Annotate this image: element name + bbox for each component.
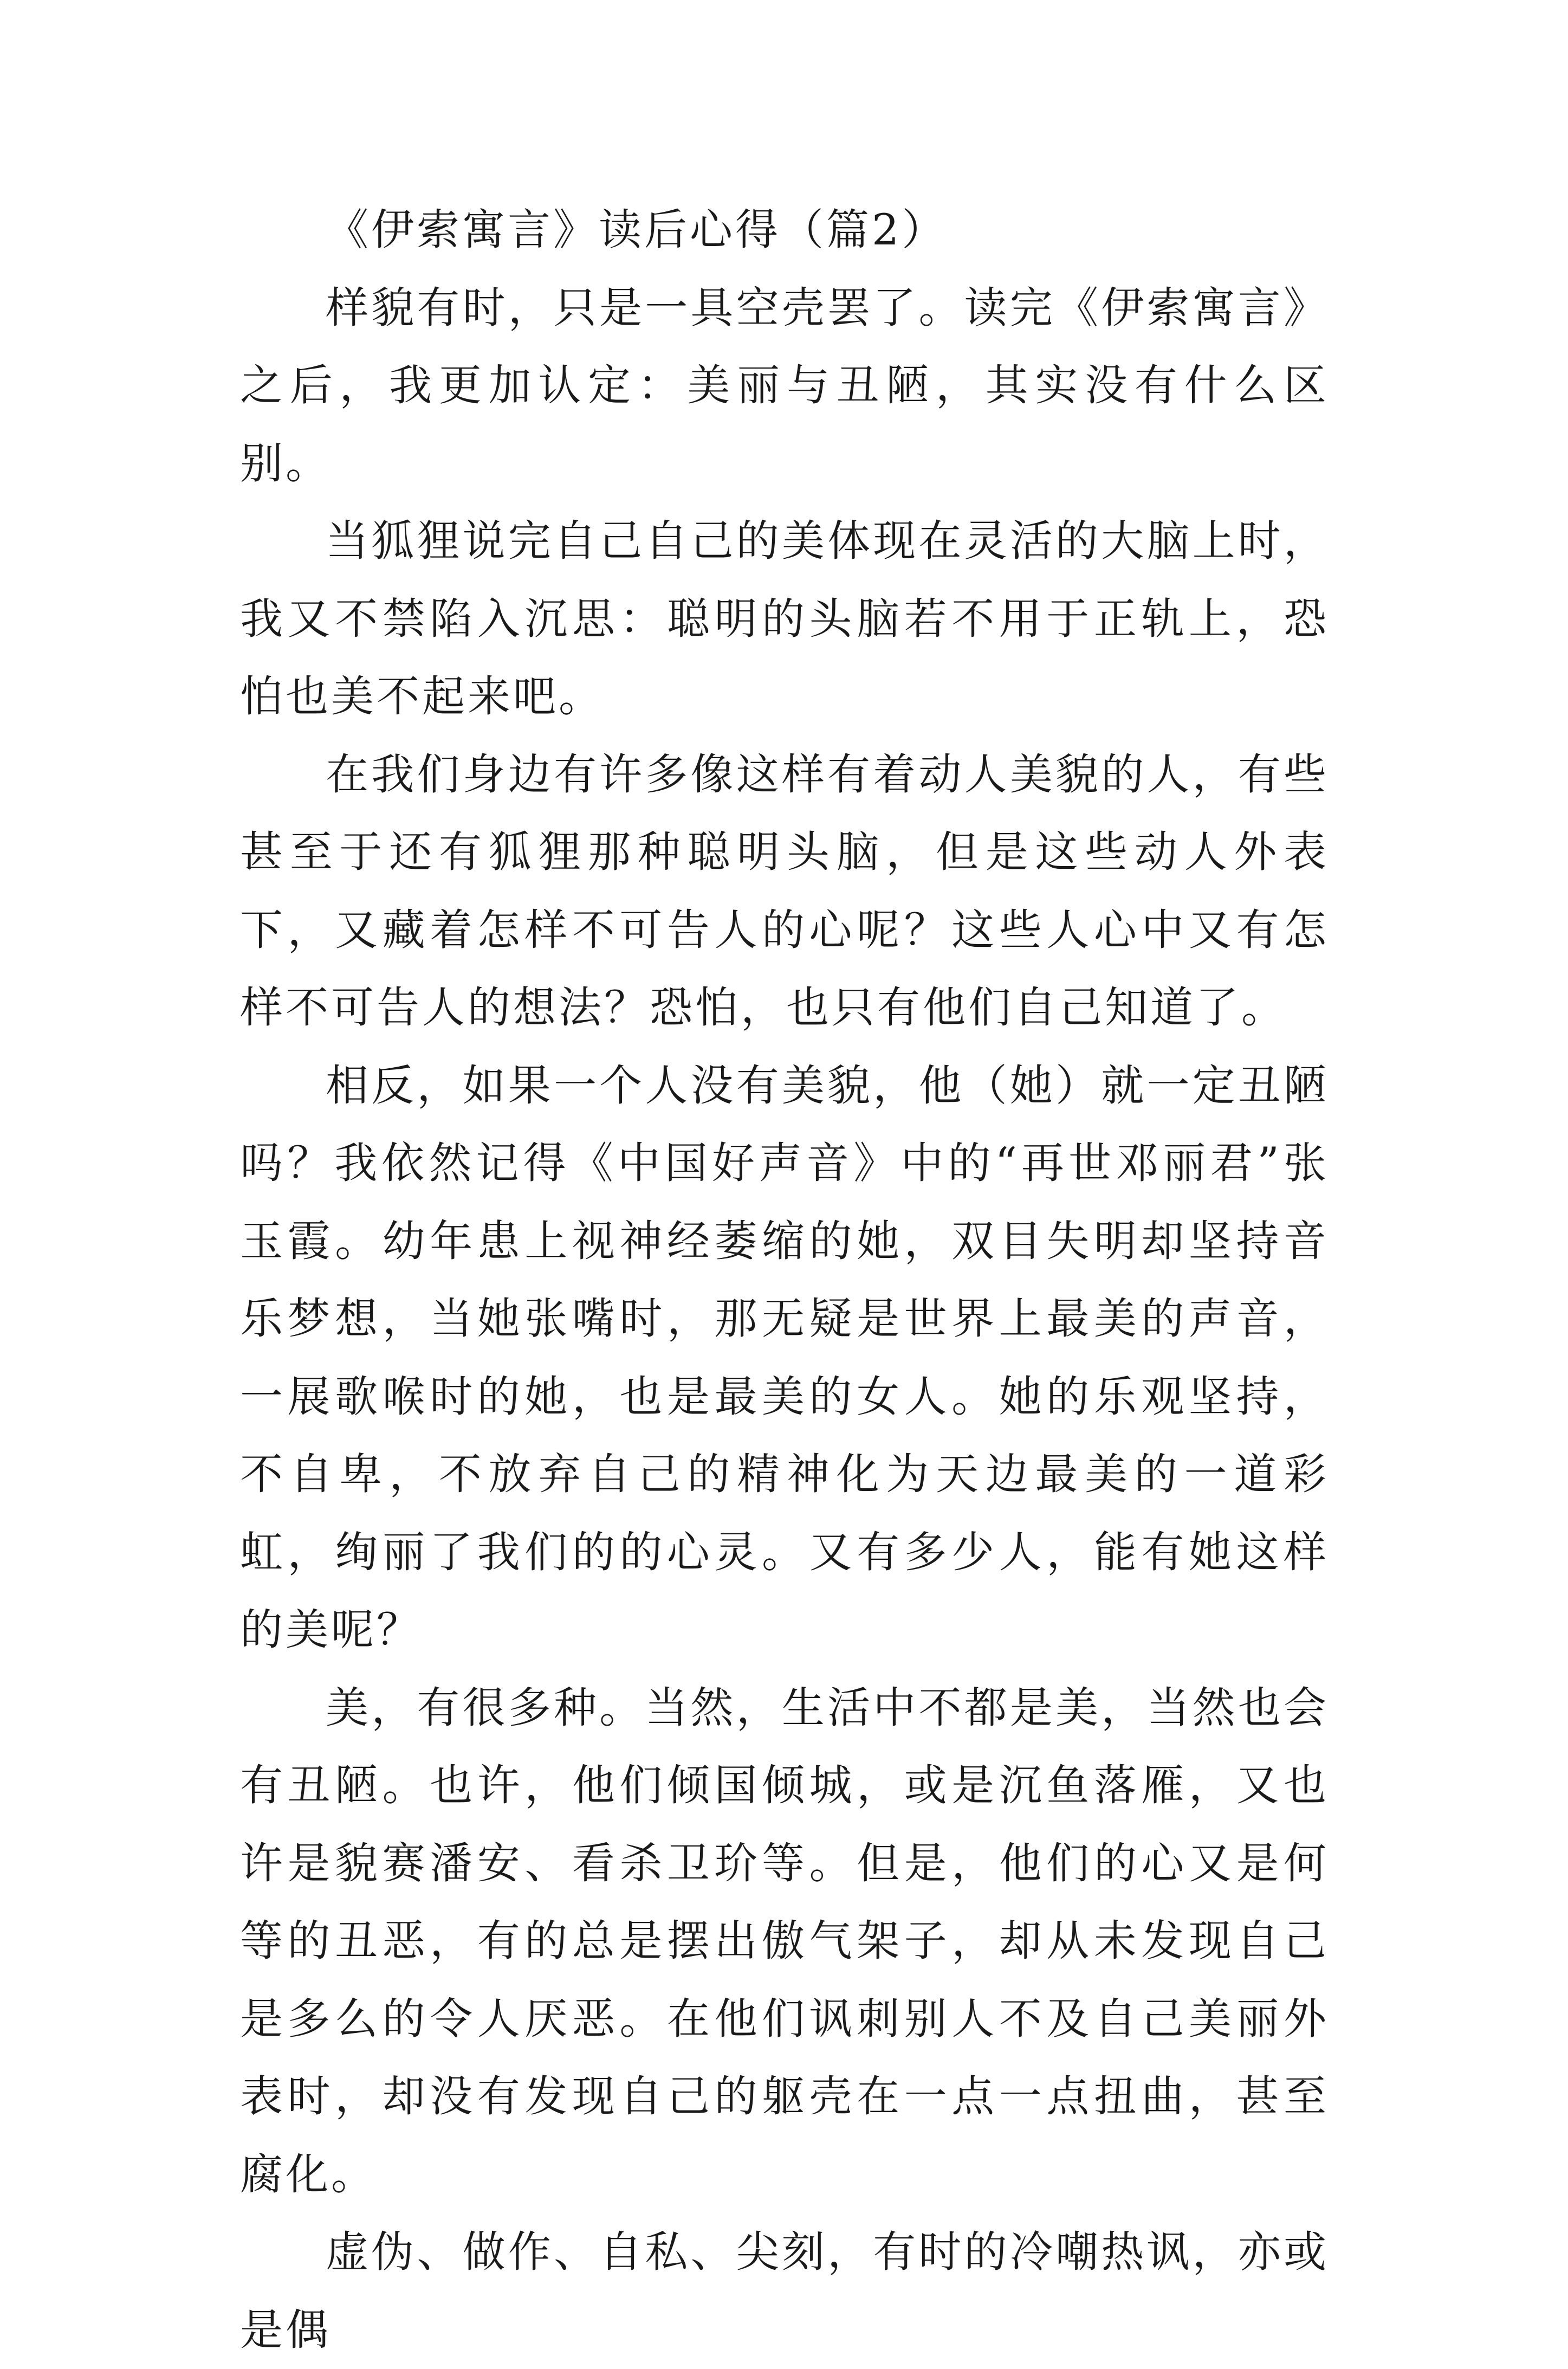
paragraph-6: 虚伪、做作、自私、尖刻，有时的冷嘲热讽，亦或是偶 bbox=[240, 2227, 1329, 2355]
document-body bbox=[240, 191, 1329, 2369]
paragraph-1: 样貌有时，只是一具空壳罢了。读完《伊索寓言》之后，我更加认定：美丽与丑陋，其实没有什么区别。 bbox=[240, 282, 1329, 488]
paragraph-5: 美，有很多种。当然，生活中不都是美，当然也会有丑陋。也许，他们倾国倾城，或是沉鱼落雁，又也许是貌赛潘安、看杀卫玠等。但是，他们的心又是何等的丑恶，有的总是摆出傲气架子，却从未发现自己是多么的令人厌恶。在他们讽刺别人不及自己美丽外表时，却没有发现自己的躯壳在一点一点扭曲，甚至腐化。 bbox=[240, 1682, 1329, 2199]
paragraph-3: 在我们身边有许多像这样有着动人美貌的人，有些甚至于还有狐狸那种聪明头脑，但是这些动人外表下，又藏着怎样不可告人的心呢？这些人心中又有怎样不可告人的想法？恐怕，也只有他们自己知道了。 bbox=[240, 749, 1329, 1032]
paragraph-4: 相反，如果一个人没有美貌，他（她）就一定丑陋吗？我依然记得《中国好声音》中的“再世邓丽君”张玉霞。幼年患上视神经萎缩的她，双目失明却坚持音乐梦想，当她张嘴时，那无疑是世界上最美的声音，一展歌喉时的她，也是最美的女人。她的乐观坚持，不自卑，不放弃自己的精神化为天边最美的一道彩虹，绚丽了我们的的心灵。又有多少人，能有她这样的美呢？ bbox=[240, 1060, 1329, 1655]
paragraph-2: 当狐狸说完自己自己的美体现在灵活的大脑上时，我又不禁陷入沉思：聪明的头脑若不用于正轨上，恐怕也美不起来吧。 bbox=[240, 516, 1329, 721]
document-title: 《伊索寓言》读后心得（篇2） bbox=[326, 205, 948, 255]
